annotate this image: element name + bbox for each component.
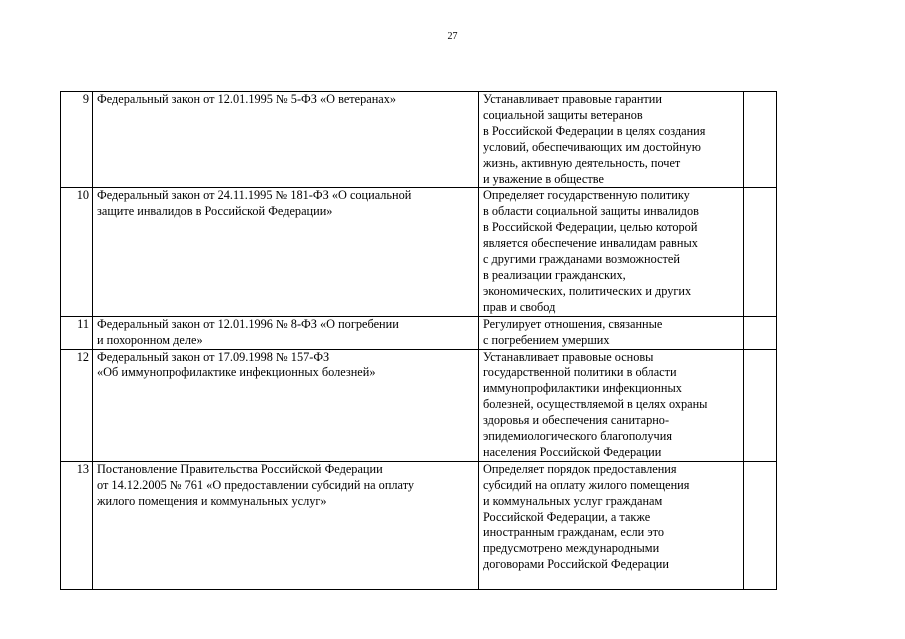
document-title-cell (93, 316, 479, 349)
table-row (61, 461, 777, 589)
page-number: 27 (447, 31, 458, 42)
table-row (61, 188, 777, 316)
legal-documents-table (60, 91, 777, 590)
description-cell (479, 92, 744, 188)
row-number-cell: 11 (61, 316, 93, 349)
description-cell (479, 316, 744, 349)
description-cell (479, 461, 744, 589)
row-number-cell: 10 (61, 188, 93, 316)
document-title: Постановление Правительства Российской Федерации от 14.12.2005 № 761 «О предоставлении субсидий на оплату жилого помещения и коммунальных услуг» (97, 461, 415, 508)
row-number-cell: 13 (61, 461, 93, 589)
table-row (61, 349, 777, 461)
document-title: Федеральный закон от 17.09.1998 № 157-ФЗ «Об иммунопрофилактике инфекционных болезней» (97, 349, 376, 380)
document-description: Регулирует отношения, связанные с погребением умерших (483, 316, 663, 347)
document-title: Федеральный закон от 12.01.1995 № 5-ФЗ «О ветеранах» (97, 92, 397, 106)
document-title-cell (93, 188, 479, 316)
empty-cell (744, 316, 777, 349)
document-title-cell (93, 92, 479, 188)
empty-cell (744, 461, 777, 589)
row-number-cell: 9 (61, 92, 93, 188)
empty-cell (744, 349, 777, 461)
description-cell (479, 188, 744, 316)
document-description: Устанавливает правовые гарантии социальной защиты ветеранов в Российской Федерации в целях создания условий, обеспечивающих им достойную жизнь, активную деятельность, почет и уважение в обществе (483, 92, 706, 186)
description-cell (479, 349, 744, 461)
document-title: Федеральный закон от 12.01.1996 № 8-ФЗ «О погребении и похоронном деле» (97, 316, 399, 347)
row-number-cell: 12 (61, 349, 93, 461)
empty-cell (744, 188, 777, 316)
table-row (61, 92, 777, 188)
document-title-cell (93, 461, 479, 589)
document-title: Федеральный закон от 24.11.1995 № 181-ФЗ «О социальной защите инвалидов в Российской Федерации» (97, 188, 412, 219)
table-row (61, 316, 777, 349)
document-description: Определяет порядок предоставления субсидий на оплату жилого помещения и коммунальных услуг гражданам Российской Федерации, а также иностранным гражданам, если это предусмотрено международными договорами Российской Федерации (483, 461, 690, 572)
document-description: Определяет государственную политику в области социальной защиты инвалидов в Российской Федерации, целью которой является обеспечение инвалидам равных с другими гражданами возможностей в реализации гражданских, экономических, политических и других прав и свобод (483, 188, 699, 314)
document-title-cell (93, 349, 479, 461)
document-description: Устанавливает правовые основы государственной политики в области иммунопрофилактики инфекционных болезней, осуществляемой в целях охраны здоровья и обеспечения санитарно- эпидемиологического благополучия населения Российской Федерации (483, 349, 708, 459)
empty-cell (744, 92, 777, 188)
